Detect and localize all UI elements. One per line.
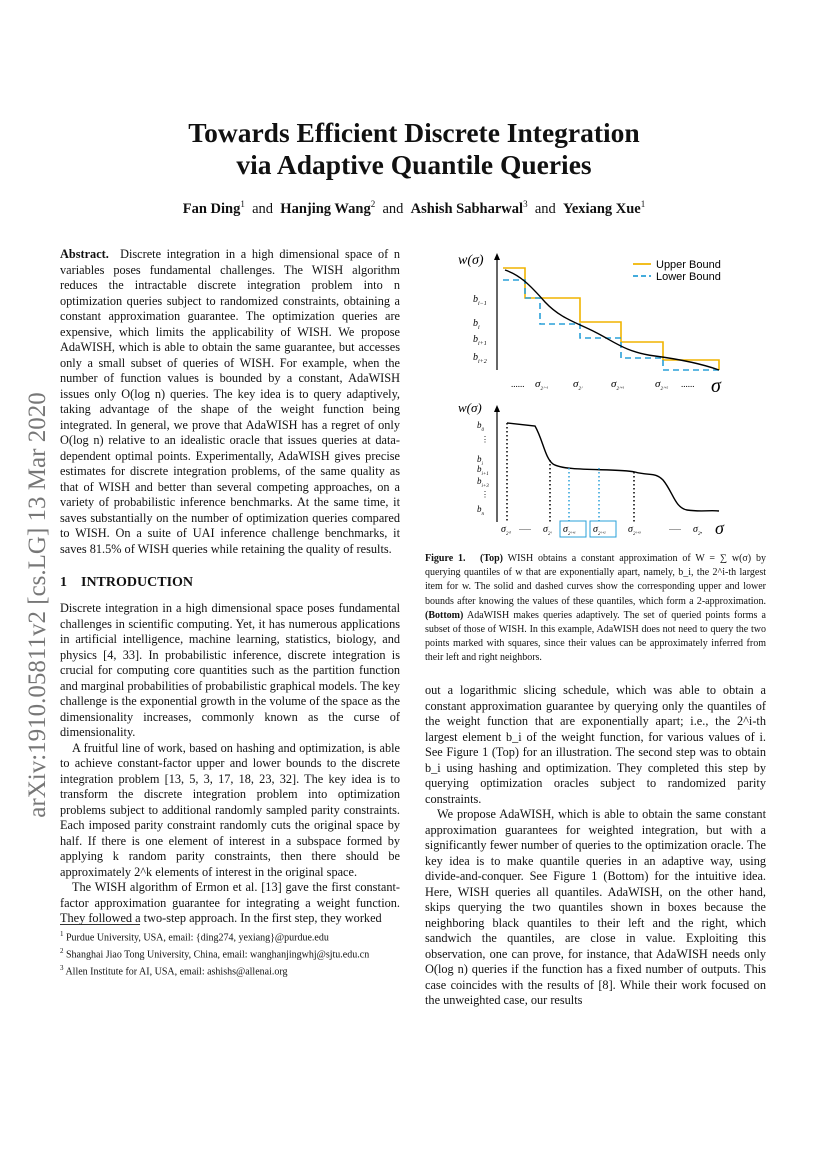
section-heading [60,575,207,591]
caption-top-tag: (Top) [480,553,503,564]
author-affil: 2 [370,199,376,209]
section-number: 1 [60,575,67,590]
top-axis-dots: ...... [511,379,525,389]
right-column-body [425,683,766,1009]
right-paragraph-1: out a logarithmic slicing schedule, which was able to obtain a constant approximation guarantee by querying only the quantiles of the weight function that are exponentially apart; i.e., the 2^i-th largest element b_i of the weight function, for various values of i. See Figure 1 (Top) for an illustration. The second step was to obtain b_i using hashing and optimization. They completed this step by querying optimization oracles subject to randomized parity constraints. [425,683,766,806]
bottom-x-tick: $\sigma_{2^{i+3}}$ [628,524,641,537]
bottom-x-tick: $\sigma_{2^i}$ [543,524,552,537]
paper-title [0,117,828,181]
footnote-2 [60,945,405,962]
upper-bound-line [503,268,719,370]
top-x-tick: $\sigma_{2^{i+1}}$ [611,378,624,392]
caption-label: Figure 1. [425,553,466,564]
legend-upper-label: Upper Bound [656,259,721,271]
figure-bottom-panel [458,400,725,538]
caption-text-bottom: AdaWISH makes queries adaptively. The set of queried points forms a subset of those of WISH. In this example, AdaWISH does not need to query the two points marked with squares, since their values can be approximately inferred from their left and right neighbors. [425,609,766,664]
author-name: Ashish Sabharwal [410,200,524,217]
bottom-x-tick: $\sigma_{2^n}$ [693,524,703,537]
top-b-label: $b_{i+2}$ [473,352,487,365]
figure-1-svg [425,250,766,545]
bottom-b-label: $b_0$ [477,420,484,433]
footnote-num: 3 [60,963,64,972]
author-name: Yexiang Xue [563,200,641,217]
top-axis-dots: ...... [681,379,695,389]
footnote-num: 1 [60,930,64,938]
figure-1 [425,250,766,545]
bottom-xlabel: σ [715,518,724,538]
arxiv-sidebar-stamp [18,360,58,850]
bottom-x-tick: $\sigma_{2^0}$ [501,524,511,537]
right-paragraph-2: We propose AdaWISH, which is able to obtain the same constant approximation guarantees for weighted integration, but with a significantly fewer number of queries to the optimization oracle. The key idea is to make quantile queries in an adaptive way, using divide-and-conquer. See Figure 1 (Bottom) for the intuitive idea. Here, WISH queries all quantiles. AdaWISH, on the other hand, skips querying the two quantiles shown in boxes because the neighboring black quantiles to their left and the right, which sandwich the quantiles, are close in value. Exploiting this observation, one can prove, for instance, that AdaWISH needs only O(log n) queries if the function has a fixed number of outputs. This case coincides with the results of [8]. While their work focused on the unweighted case, our results [425,807,766,1007]
footnote-num: 2 [60,946,64,955]
bottom-b-label: $b_{i+3}$ [477,476,489,489]
arxiv-id: arXiv:1910.05811v2 [cs.LG] 13 Mar 2020 [24,392,51,818]
intro-body [60,601,400,927]
top-ylabel: w(σ) [458,253,484,268]
author-name: Hanjing Wang [280,200,371,217]
title-line-1: Towards Efficient Discrete Integration [188,117,640,148]
abstract-text: Discrete integration in a high dimensional space of n variables poses fundamental challenges. The WISH algorithm reduces the intractable discrete integration problem into n optimization queries subject to randomized constraints, obtaining a constant approximation guarantee. The optimization queries are expensive, which limits the applicability of WISH. We propose AdaWISH, which is able to obtain the same guarantee, but accesses only a small subset of queries of WISH. For example, when the number of function values is bounded by a constant, AdaWISH issues only O(log n) queries. The key idea is to query adaptively, taking advantage of the shape of the weight function being integrated. In general, we prove that AdaWISH has a regret of only O(log n) relative to an idealistic oracle that issues queries at data-dependent optimal points. Experimentally, AdaWISH gives precise estimates for discrete integration problems, of the same quality as that of WISH and better than several competing approaches, on a variety of probabilistic inference benchmarks. At the same time, it saves substantially on the number of optimization queries compared to WISH. On a suite of UAI inference challenge benchmarks, it saves 81.5% of WISH queries while retaining the quality of results. [60,247,400,556]
top-y-arrow [494,253,500,260]
top-x-tick: $\sigma_{2^i}$ [573,378,582,392]
author-name: Fan Ding [182,200,241,217]
title-line-2: via Adaptive Quantile Queries [236,149,592,180]
top-b-label: $b_{i+1}$ [473,334,487,347]
top-weight-curve [505,270,719,370]
figure-top-panel [458,253,722,397]
bottom-b-label: $b_i$ [477,454,483,467]
top-b-label: $b_{i-1}$ [473,294,487,307]
bottom-axis-dots: ...... [519,523,531,532]
bottom-y-arrow [494,405,500,412]
abstract [60,247,400,557]
top-xlabel: σ [711,375,721,397]
author-affil: 1 [640,199,646,209]
top-x-tick: $\sigma_{2^{i-1}}$ [535,378,548,392]
bottom-vdots: ⋮ [481,490,489,499]
author-joiner: and [534,200,556,217]
bottom-x-tick: $\sigma_{2^{i+2}}$ [593,524,606,537]
bottom-b-label: $b_n$ [477,504,484,517]
footnote-text: Shanghai Jiao Tong University, China, email: wanghanjingwhj@sjtu.edu.cn [66,949,370,961]
legend-lower-label: Lower Bound [656,271,721,283]
author-joiner: and [252,200,274,217]
figure-caption [425,552,766,666]
bottom-b-label: $b_{i+1}$ [477,464,489,477]
bottom-ylabel: w(σ) [458,400,482,415]
caption-bottom-tag: (Bottom) [425,609,464,621]
author-list [0,199,828,218]
footnote-rule [60,924,140,925]
top-x-tick: $\sigma_{2^{i+2}}$ [655,378,668,392]
author-joiner: and [382,200,404,217]
section-title: INTRODUCTION [81,575,194,590]
footnote-text: Purdue University, USA, email: {ding274, yexiang}@purdue.edu [66,932,329,944]
bottom-vdots: ⋮ [481,435,489,444]
author-affil: 1 [240,199,245,209]
footnote-3 [60,962,405,979]
footnotes [60,928,405,978]
bottom-axis-dots: ...... [669,523,681,532]
bottom-x-tick: $\sigma_{2^{i+1}}$ [563,524,576,537]
top-b-label: $b_i$ [473,318,480,331]
abstract-label: Abstract. [60,247,109,261]
bottom-weight-curve [507,423,719,511]
author-affil: 3 [523,199,528,209]
lower-bound-line [503,280,719,370]
footnote-text: Allen Institute for AI, USA, email: ashishs@allenai.org [65,965,288,977]
caption-text-top: WISH obtains a constant approximation of W = ∑ w(σ) by querying quantiles of w that are exponentially apart, namely, b_i, the 2^i-th largest item for w. The solid and dashed curves show the corresponding upper and lower bounds after knowing the values of these quantiles, which form a 2-approximation. [425,553,766,607]
intro-paragraph-2: A fruitful line of work, based on hashing and optimization, is able to achieve constant-factor upper and lower bounds to the discrete integration problem [13, 5, 3, 17, 18, 23, 32]. The key idea is to transform the discrete integration problem into optimization problems subject to additional randomly sampled parity constraints. Each imposed parity constraint randomly cuts the original space by half. If there is one element of interest in a subspace formed by applying k random parity constraints, then there should be approximately 2^k elements of interest in the original space. [60,740,400,879]
intro-paragraph-3: The WISH algorithm of Ermon et al. [13] gave the first constant-factor approximation guarantee for integrating a weight function. They followed a two-step approach. In the first step, they worked [60,880,400,925]
intro-paragraph-1: Discrete integration in a high dimensional space poses fundamental challenges in scientific computing. Yet, it has numerous applications in artificial intelligence, machine learning, statistics, biology, and physics [4, 33]. In probabilistic inference, discrete integration is crucial for computing core quantities such as the partition function and marginal probabilities of probabilistic graphical models. The key challenge is the exponential growth in the volume of the space as the dimensionality increases, commonly known as the curse of dimensionality. [60,601,401,739]
footnote-1 [60,928,405,945]
